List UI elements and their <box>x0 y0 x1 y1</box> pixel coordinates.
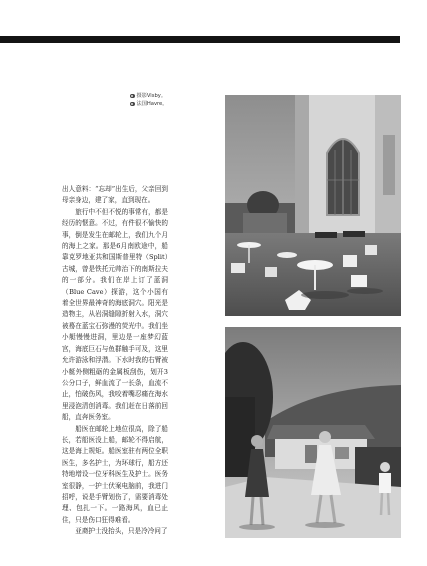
caption-row-2 <box>130 100 167 108</box>
street-walkers-photo <box>225 327 401 538</box>
photo-captions <box>130 92 167 108</box>
caption-text-2: 法国Havre。 <box>136 101 168 107</box>
church-courtyard-image <box>225 95 401 316</box>
caption-row-1 <box>130 92 167 100</box>
article-paragraph: 旅行中不但不悦的事常有，都是经历的惬意。不过，有件很不愉快的事，倒是发生在邮轮上，我们九个月的海上之家。那是6月南欧途中，船靠克罗地亚共和国斯普里特（Split）古城，曾是铁托元帅治下的南斯拉夫的一部分。我们在岸上订了蓝洞（Blue Cave）探游，这个小国有着全世界最神奇的海底洞穴。阳光是造物主，从岩洞缝隙折射入水，洞穴被蓦在蓝宝石弥漫的荧光中。我们坐小艇慢慢进洞，里边是一座梦幻蓝宫，海底巨石与鱼群触手可及，这里允许游泳和浮潜。下水时我的右臂被小艇外侧粗砺的金属板刮伤，划开3公分口子，鲜血流了一长条，血流不止，怕破伤风，我咬着嘴忍痛在海水里浸泡清创消毒。我们赶在日落前回船，直奔医务室。 <box>62 207 168 422</box>
article-body <box>62 184 168 538</box>
caption-text-1: 摄影Visby。 <box>136 93 167 99</box>
header-rule <box>0 36 400 43</box>
article-paragraph: 船医在邮轮上地位很高，除了船长，若船医没上船，邮轮不得启航，这是海上规矩。船医室驻有两位全职医生，多名护士，为环球行，船方还特地增设一位牙科医生及护士。医务室很静，一护士伏案电脑前，我进门招呼，说是手臂划伤了，需要消毒处理、包扎一下。一路海风，血已止住，只是伤口狂得难看。 <box>62 424 168 524</box>
article-paragraph: 出人意料：“忘却”出生后，父亲回到母亲身边，建了家，直到现在。 <box>62 185 168 205</box>
street-walkers-image <box>225 327 401 538</box>
article-paragraph: 亚裔护士没抬头，只是冷冷问了 <box>75 527 168 536</box>
camera-icon <box>130 94 135 99</box>
church-courtyard-photo <box>225 95 401 316</box>
camera-icon <box>130 102 135 107</box>
